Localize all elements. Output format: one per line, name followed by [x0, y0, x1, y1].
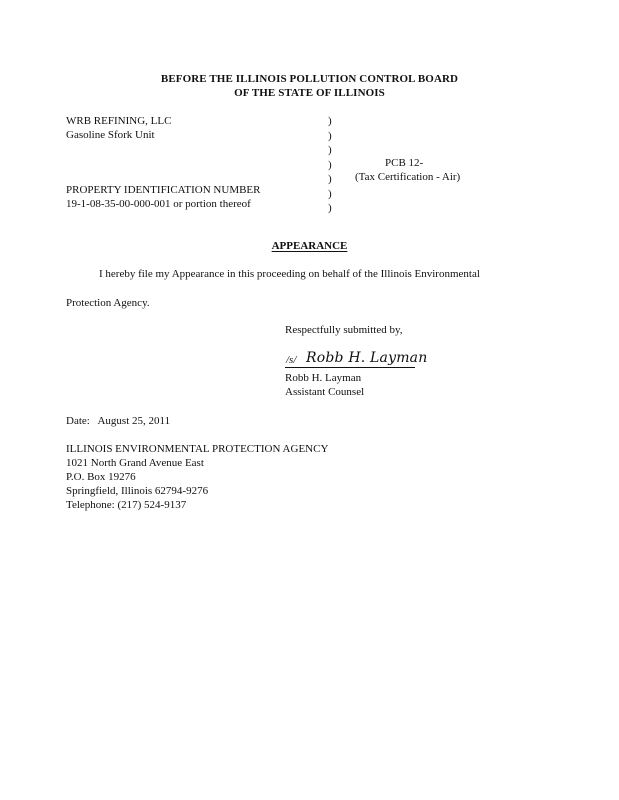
signer-title: Assistant Counsel [285, 386, 365, 398]
agency-phone: Telephone: (217) 524-9137 [66, 499, 187, 511]
case-type: (Tax Certification - Air) [355, 171, 461, 183]
caption-parens: ) ) ) ) ) ) ) [328, 115, 332, 214]
case-number: PCB 12- [385, 157, 424, 169]
signature-line [285, 367, 415, 368]
agency-city: Springfield, Illinois 62794-9276 [66, 485, 209, 497]
signature-script: Robb H. Layman [306, 350, 428, 366]
agency-name: ILLINOIS ENVIRONMENTAL PROTECTION AGENCY [66, 443, 329, 455]
property-label: PROPERTY IDENTIFICATION NUMBER [66, 184, 261, 196]
body-line-2: Protection Agency. [66, 297, 150, 309]
document-date: Date: August 25, 2011 [66, 415, 171, 427]
document-title-text: APPEARANCE [271, 240, 348, 252]
body-line-1: I hereby file my Appearance in this proceeding on behalf of the Illinois Environmental [99, 268, 480, 280]
property-number: 19-1-08-35-00-000-001 or portion thereof [66, 198, 251, 210]
state-title: OF THE STATE OF ILLINOIS [234, 87, 385, 99]
agency-po-box: P.O. Box 19276 [66, 471, 136, 483]
petitioner-unit: Gasoline Sfork Unit [66, 129, 155, 141]
document-title [0, 240, 619, 252]
signature-prefix: /s/ [286, 354, 297, 366]
petitioner-name: WRB REFINING, LLC [66, 115, 172, 127]
agency-street: 1021 North Grand Avenue East [66, 457, 204, 469]
signer-name: Robb H. Layman [285, 372, 362, 384]
board-title: BEFORE THE ILLINOIS POLLUTION CONTROL BOARD [160, 73, 459, 85]
closing-text: Respectfully submitted by, [285, 324, 403, 336]
